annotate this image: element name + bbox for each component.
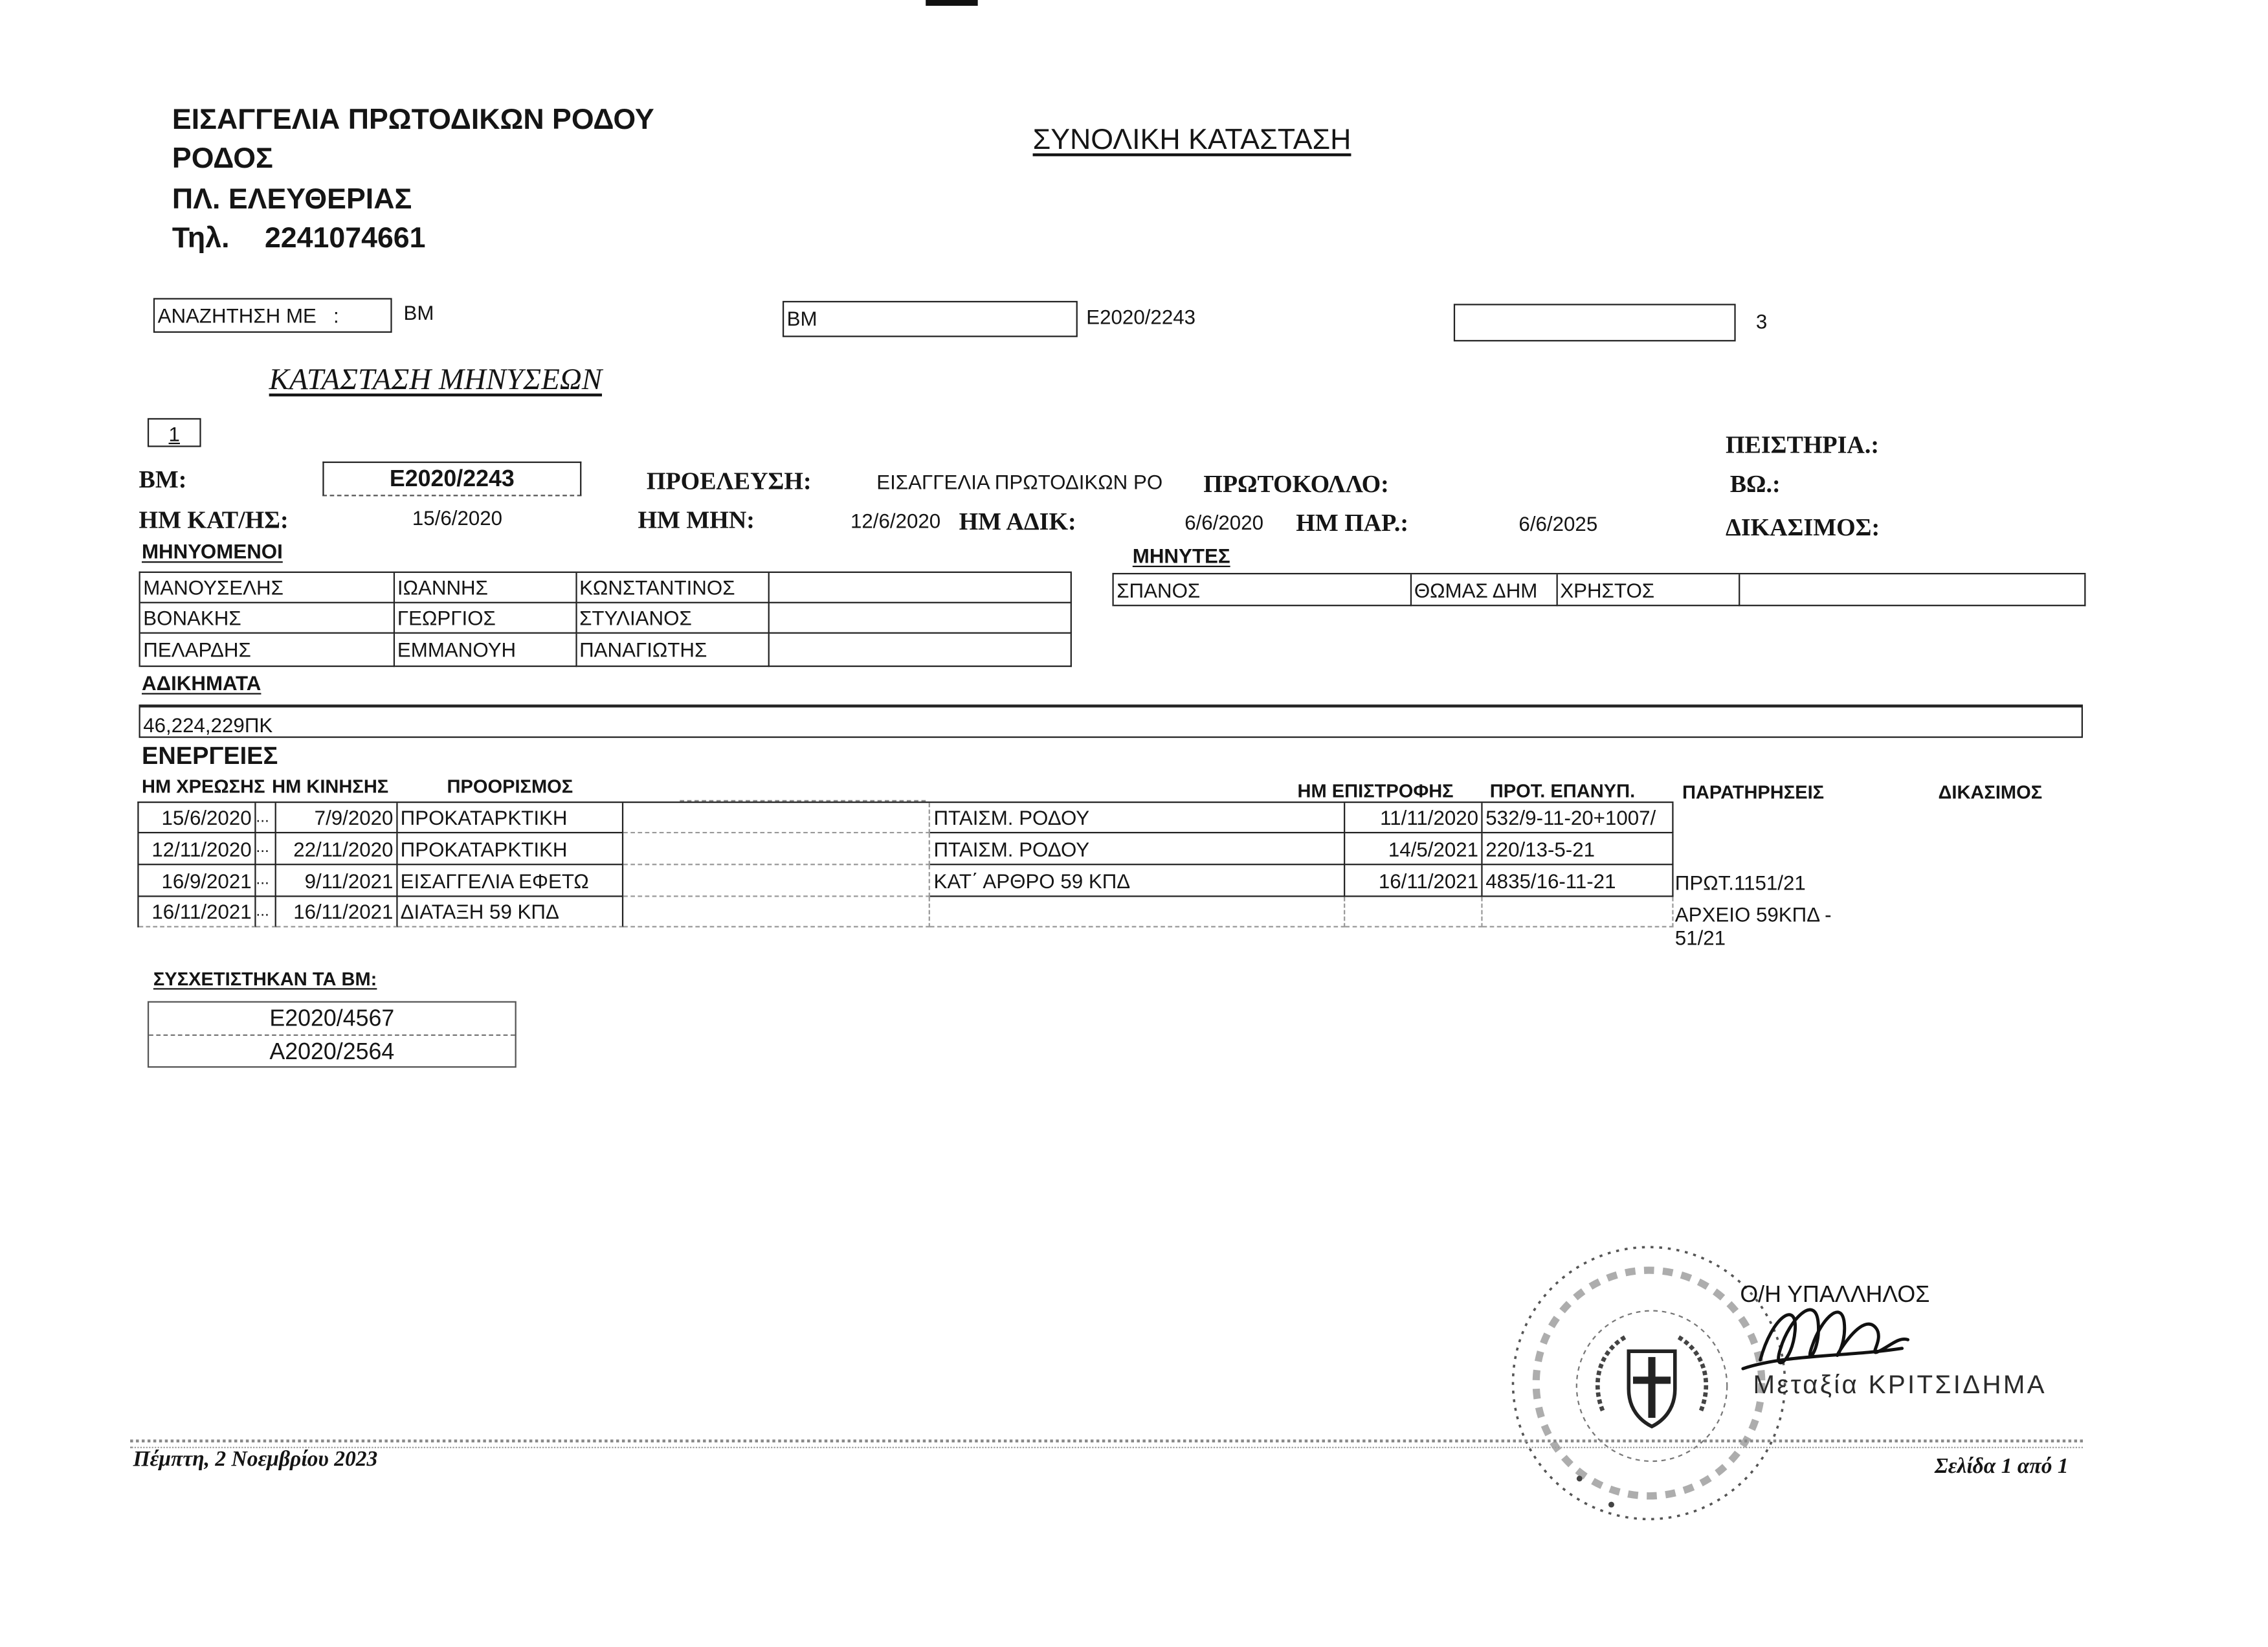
accused-extra (770, 634, 1072, 667)
col-reprotocol: ΠΡΟΤ. ΕΠΑΝΥΠ. (1489, 779, 1636, 802)
separator: ... (256, 833, 276, 865)
table-row (139, 865, 1674, 897)
actions-table (137, 801, 1673, 927)
date-complaint-label: ΗΜ ΜΗΝ: (638, 506, 755, 534)
search-by: ΒΜ (403, 300, 434, 324)
signature-role: Ο/Η ΥΠΑΛΛΗΛΟΣ (1740, 1283, 1930, 1308)
actions-label: ΕΝΕΡΓΕΙΕΣ (142, 742, 278, 770)
date-prescription-label: ΗΜ ΠΑΡ.: (1296, 509, 1409, 537)
search-field-box (783, 301, 1078, 337)
office-phone-label: Τηλ. (172, 223, 230, 255)
col-remarks: ΠΑΡΑΤΗΡΗΣΕΙΣ (1682, 781, 1825, 803)
table-row (139, 833, 1674, 865)
bo-label: ΒΩ.: (1729, 470, 1781, 498)
col-charge-date: ΗΜ ΧΡΕΩΣΗΣ (142, 775, 265, 798)
remarks-line: 51/21 (1674, 926, 1726, 949)
table-row (140, 573, 1072, 603)
search-value: Ε2020/2243 (1086, 305, 1196, 329)
date-filed: 15/6/2020 (412, 506, 503, 530)
complainant-name: ΘΩΜΑΣ ΔΗΜ (1411, 574, 1557, 606)
office-phone: 2241074661 (264, 223, 426, 255)
accused-extra (770, 573, 1072, 603)
accused-name: ΓΕΩΡΓΙΟΣ (394, 603, 576, 634)
seal-dot (1608, 1502, 1614, 1508)
blank-cell (623, 803, 931, 833)
move-date: 22/11/2020 (276, 833, 398, 865)
return-date (1346, 897, 1483, 928)
complainants-table (1112, 573, 2085, 606)
protocol-label: ΠΡΩΤΟΚΟΛΛΟ: (1203, 470, 1389, 498)
bm-label: ΒΜ: (139, 465, 187, 494)
office-city: ΡΟΔΟΣ (172, 143, 273, 175)
origin-value: ΕΙΣΑΓΓΕΛΙΑ ΠΡΩΤΟΔΙΚΩΝ ΡΟ (876, 470, 1163, 494)
section-title: ΚΑΤΑΣΤΑΣΗ ΜΗΝΥΣΕΩΝ (269, 361, 603, 397)
related-item: Α2020/2564 (269, 1040, 395, 1065)
related-label: ΣΥΣΧΕΤΙΣΤΗΚΑΝ ΤΑ ΒΜ: (153, 968, 377, 990)
destination-2: ΠΤΑΙΣΜ. ΡΟΔΟΥ (931, 833, 1346, 865)
col-hearing: ΔΙΚΑΣΙΜΟΣ (1938, 781, 2043, 803)
table-row (139, 803, 1674, 833)
seal-cross-icon (1633, 1357, 1671, 1418)
move-date: 9/11/2021 (276, 865, 398, 897)
destination-2: ΚΑΤ΄ ΑΡΘΡΟ 59 ΚΠΔ (931, 865, 1346, 897)
separator: ... (256, 803, 276, 833)
table-row (140, 603, 1072, 634)
table-row (139, 897, 1674, 928)
bm-box (322, 462, 581, 497)
accused-surname: ΒΟΝΑΚΗΣ (140, 603, 395, 634)
destination-2 (931, 897, 1346, 928)
col-destination: ΠΡΟΟΡΙΣΜΟΣ (447, 775, 573, 798)
footer-rule (130, 1447, 2083, 1448)
related-item: Ε2020/4567 (149, 1003, 515, 1036)
exhibits-label: ΠΕΙΣΤΗΡΙΑ.: (1725, 431, 1879, 459)
date-offense: 6/6/2020 (1184, 510, 1264, 534)
accused-father: ΚΩΝΣΤΑΝΤΙΝΟΣ (577, 573, 770, 603)
destination: ΠΡΟΚΑΤΑΡΚΤΙΚΗ (397, 803, 623, 833)
date-prescription: 6/6/2025 (1518, 512, 1598, 535)
charge-date: 12/11/2020 (139, 833, 256, 865)
origin-label: ΠΡΟΕΛΕΥΣΗ: (646, 467, 812, 495)
search-empty-box (1454, 304, 1736, 341)
accused-father: ΣΤΥΛΙΑΝΟΣ (577, 603, 770, 634)
signature-stroke (1743, 1310, 1908, 1369)
remarks-line: ΠΡΩΤ.1151/21 (1674, 871, 1806, 895)
hearing-label: ΔΙΚΑΣΙΜΟΣ: (1725, 513, 1880, 541)
charge-date: 15/6/2020 (139, 803, 256, 833)
destination: ΠΡΟΚΑΤΑΡΚΤΙΚΗ (397, 833, 623, 865)
search-field-label: ΒΜ (786, 306, 817, 330)
date-complaint: 12/6/2020 (850, 509, 941, 533)
table-row (140, 634, 1072, 667)
office-address: ΠΛ. ΕΛΕΥΘΕΡΙΑΣ (172, 183, 412, 216)
bm-value: Ε2020/2243 (389, 467, 515, 492)
reprotocol: 4835/16-11-21 (1483, 865, 1674, 897)
related-box (148, 1001, 517, 1068)
accused-label: ΜΗΝΥΟΜΕΝΟΙ (142, 539, 283, 563)
accused-table (139, 572, 1072, 667)
search-label: ΑΝΑΖΗΤΗΣΗ ΜΕ : (157, 304, 339, 328)
accused-surname: ΠΕΛΑΡΔΗΣ (140, 634, 395, 667)
reprotocol (1483, 897, 1674, 928)
complainants-label: ΜΗΝΥΤΕΣ (1132, 544, 1230, 568)
separator: ... (256, 897, 276, 928)
footer-page-number: Σελίδα 1 από 1 (1934, 1455, 2069, 1479)
offenses-value: 46,224,229ΠΚ (143, 713, 273, 737)
footer-rule (130, 1440, 2083, 1442)
offenses-label: ΑΔΙΚΗΜΑΤΑ (142, 671, 261, 695)
table-row (1114, 574, 2086, 606)
signature-name: Μεταξία ΚΡΙΤΣΙΔΗΜΑ (1753, 1370, 2047, 1399)
col-return-date: ΗΜ ΕΠΙΣΤΡΟΦΗΣ (1297, 779, 1454, 802)
accused-extra (770, 603, 1072, 634)
reprotocol: 220/13-5-21 (1483, 833, 1674, 865)
remarks-line: ΑΡΧΕΙΟ 59ΚΠΔ - (1674, 902, 1832, 926)
col-move-date: ΗΜ ΚΙΝΗΣΗΣ (272, 775, 389, 798)
return-date: 11/11/2020 (1346, 803, 1483, 833)
complainant-father: ΧΡΗΣΤΟΣ (1557, 574, 1740, 606)
record-index-box (148, 418, 201, 447)
accused-name: ΙΩΑΝΝΗΣ (394, 573, 576, 603)
move-date: 7/9/2020 (276, 803, 398, 833)
reprotocol: 532/9-11-20+1007/ (1483, 803, 1674, 833)
date-filed-label: ΗΜ ΚΑΤ/ΗΣ: (139, 506, 289, 534)
complainant-surname: ΣΠΑΝΟΣ (1114, 574, 1412, 606)
return-date: 14/5/2021 (1346, 833, 1483, 865)
search-count: 3 (1755, 309, 1768, 333)
offenses-box (139, 704, 2083, 737)
seal-dot (1577, 1475, 1583, 1481)
destination-2: ΠΤΑΙΣΜ. ΡΟΔΟΥ (931, 803, 1346, 833)
move-date: 16/11/2021 (276, 897, 398, 928)
footer-date: Πέμπτη, 2 Νοεμβρίου 2023 (133, 1448, 378, 1472)
office-name: ΕΙΣΑΓΓΕΛΙΑ ΠΡΩΤΟΔΙΚΩΝ ΡΟΔΟΥ (172, 104, 654, 137)
record-index: 1 (168, 422, 180, 446)
charge-date: 16/9/2021 (139, 865, 256, 897)
blank-cell (623, 897, 931, 928)
destination: ΔΙΑΤΑΞΗ 59 ΚΠΔ (397, 897, 623, 928)
blank-cell (623, 865, 931, 897)
accused-father: ΠΑΝΑΓΙΩΤΗΣ (577, 634, 770, 667)
charge-date: 16/11/2021 (139, 897, 256, 928)
accused-name: ΕΜΜΑΝΟΥΗ (394, 634, 576, 667)
destination: ΕΙΣΑΓΓΕΛΙΑ ΕΦΕΤΩ (397, 865, 623, 897)
accused-surname: ΜΑΝΟΥΣΕΛΗΣ (140, 573, 395, 603)
return-date: 16/11/2021 (1346, 865, 1483, 897)
page-title: ΣΥΝΟΛΙΚΗ ΚΑΤΑΣΤΑΣΗ (1032, 124, 1351, 157)
date-offense-label: ΗΜ ΑΔΙΚ: (959, 508, 1076, 535)
search-label-box (153, 298, 392, 333)
complainant-extra (1740, 574, 2085, 606)
separator: ... (256, 865, 276, 897)
blank-cell (623, 833, 931, 865)
scan-mark (926, 0, 977, 6)
